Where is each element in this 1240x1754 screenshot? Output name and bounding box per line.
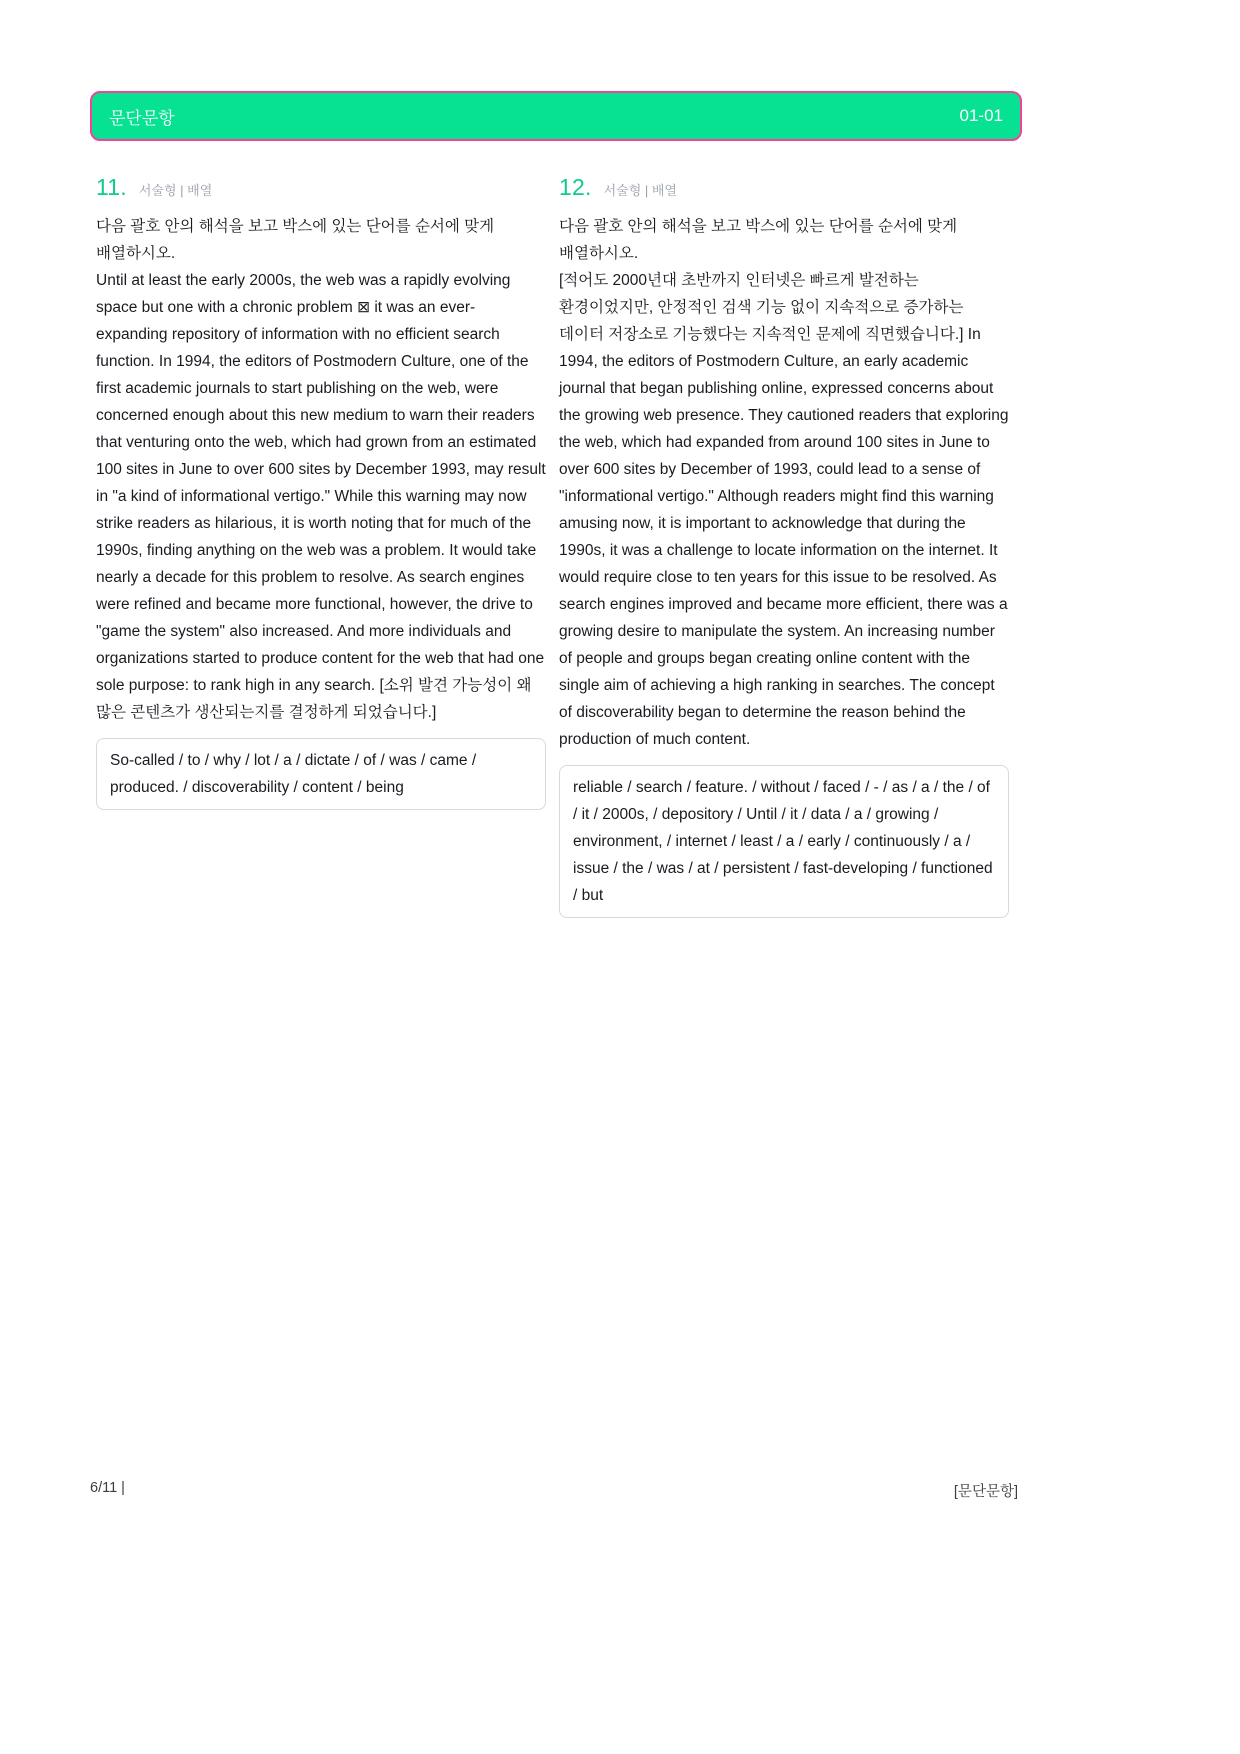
question-12 xyxy=(559,174,1009,918)
header-title: 문단문항 xyxy=(109,108,175,128)
header-bar xyxy=(90,91,1022,141)
question-type-label: 서술형 | 배열 xyxy=(138,183,213,198)
page-footer xyxy=(90,1480,1018,1501)
question-instruction: 다음 괄호 안의 해석을 보고 박스에 있는 단어를 순서에 맞게 배열하시오. xyxy=(559,218,958,262)
question-11-header xyxy=(96,174,546,201)
question-number: 11. xyxy=(96,174,127,200)
page-number: 6/11 | xyxy=(90,1480,125,1496)
question-number: 12. xyxy=(559,174,592,200)
question-passage: Until at least the early 2000s, the web was a rapidly evolving space but one with a chronic problem ⊠ it was an ever-expanding repository of information with no efficient search function. In 1994, the editors of Postmodern Culture, one of the first academic journals to start publishing on the web, were concerned enough about this new medium to warn their readers that venturing onto the web, which had grown from an estimated 100 sites in June to over 600 sites by December 1993, may result in "a kind of informational vertigo." While this warning may now strike readers as hilarious, it is worth noting that for much of the 1990s, finding anything on the web was a problem. It would take nearly a decade for this problem to resolve. As search engines were refined and became more functional, however, the drive to "game the system" also increased. And more individuals and organizations started to produce content for the web that had one sole purpose: to rank high in any search. [소위 발견 가능성이 왜 많은 콘텐츠가 생산되는지를 결정하게 되었습니다.] xyxy=(96,272,546,721)
header-code: 01-01 xyxy=(959,106,1003,125)
question-type-label: 서술형 | 배열 xyxy=(603,183,677,198)
question-11 xyxy=(96,174,546,918)
word-box: So-called / to / why / lot / a / dictate / of / was / came / produced. / discoverability / content / being xyxy=(96,738,546,810)
question-passage: [적어도 2000년대 초반까지 인터넷은 빠르게 발전하는 환경이었지만, 안정적인 검색 기능 없이 지속적으로 증가하는 데이터 저장소로 기능했다는 지속적인 문제에 직면했습니다.] In 1994, the editors of Postmodern Culture, an early academic journal that began publishing online, expressed concerns about the growing web presence. They cautioned readers that exploring the web, which had expanded from around 100 sites in June to over 600 sites by December of 1993, could lead to a sense of "informational vertigo." Although readers might find this warning amusing now, it is important to acknowledge that during the 1990s, it was a challenge to locate information on the internet. It would require close to ten years for this issue to be resolved. As search engines improved and became more efficient, there was a growing desire to manipulate the system. An increasing number of people and groups began creating online content with the single aim of achieving a high ranking in searches. The concept of discoverability began to determine the reason behind the production of much content. xyxy=(559,272,1009,748)
question-instruction: 다음 괄호 안의 해석을 보고 박스에 있는 단어를 순서에 맞게 배열하시오. xyxy=(96,218,495,262)
footer-label: [문단문항] xyxy=(953,1484,1018,1500)
word-box: reliable / search / feature. / without / faced / - / as / a / the / of / it / 2000s, / depository / Until / it / data / a / growing / environment, / internet / least / a / early / continuously / a / issue / the / was / at / persistent / fast-developing / functioned / but xyxy=(559,765,1009,918)
question-columns xyxy=(96,174,1008,918)
question-12-header xyxy=(559,174,1009,201)
